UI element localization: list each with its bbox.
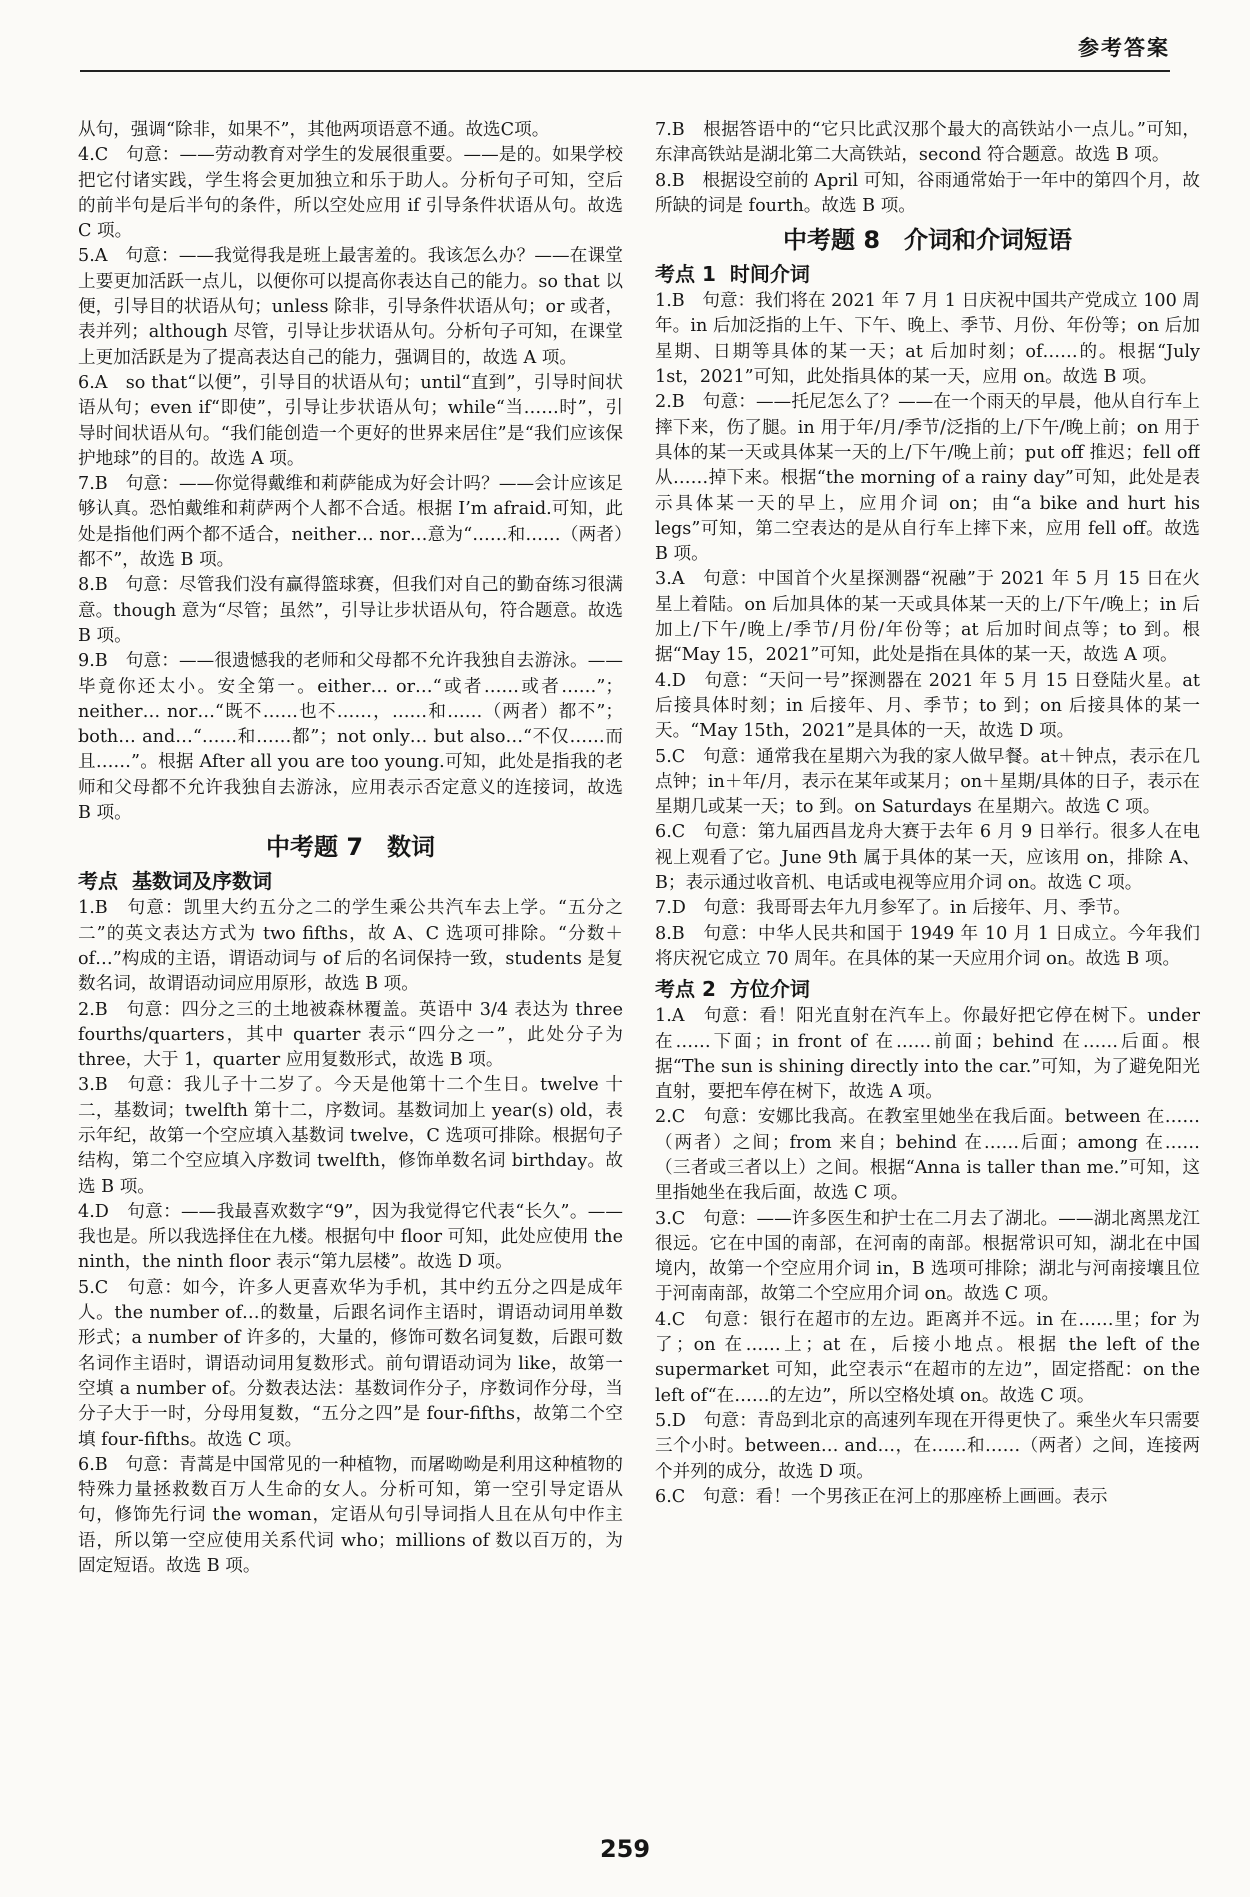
answer-number: 7.B (78, 474, 108, 495)
answer-explanation: so that“以便”，引导目的状语从句；until“直到”，引导时间状语从句；even if“即使”，引导让步状语从句；while“当……时”，引导时间状语从句。“我们能创造一个更好的世界来居住”是“我们应该保护地球”的目的。故选 A 项。 (78, 372, 623, 469)
answer-number: 2.C (655, 1107, 686, 1128)
answer-item (78, 649, 623, 826)
answer-explanation: 句意：四分之三的土地被森林覆盖。英语中 3/4 表达为 three fourths/quarters，其中 quarter 表示“四分之一”，此处分子为 three，大于 1，quarter 应用复数形式，故选 B 项。 (78, 999, 623, 1071)
answer-item (78, 244, 623, 370)
right-column (655, 118, 1200, 1803)
answer-item (655, 896, 1200, 921)
answer-number: 6.B (78, 1454, 108, 1475)
answer-explanation: 句意：——你觉得戴维和莉萨能成为好会计吗？——会计应该足够认真。恐怕戴维和莉萨两个人都不合适。根据 I’m afraid.可知，此处是指他们两个都不适合，neither… nor…意为“……和……（两者）都不”，故选 B 项。 (78, 474, 623, 571)
answer-item (655, 1409, 1200, 1485)
answer-explanation: 句意：——我最喜欢数字“9”，因为我觉得它代表“长久”。——我也是。所以我选择住在九楼。根据句中 floor 可知，此处应使用 the ninth，the ninth floor 表示“第九层楼”。故选 D 项。 (78, 1201, 623, 1273)
answer-item (655, 169, 1200, 220)
answer-explanation: 句意：我哥哥去年九月参军了。in 后接年、月、季节。 (703, 898, 1131, 919)
page-number: 259 (599, 1835, 651, 1863)
answer-explanation: 句意：尽管我们没有赢得篮球赛，但我们对自己的勤奋练习很满意。though 意为“尽管；虽然”，引导让步状语从句，符合题意。故选 B 项。 (78, 575, 623, 646)
answer-number: 4.D (78, 1201, 109, 1222)
answer-item (655, 567, 1200, 668)
answer-number: 8.B (78, 575, 108, 596)
topic-heading (78, 866, 623, 896)
answer-explanation: 句意：中华人民共和国于 1949 年 10 月 1 日成立。今年我们将庆祝它成立 70 周年。在具体的某一天应用介词 on。故选 B 项。 (655, 923, 1200, 969)
answer-number: 7.D (655, 898, 686, 919)
answer-number: 6.C (655, 1486, 686, 1507)
answer-item (655, 1004, 1200, 1105)
answer-item (655, 745, 1200, 821)
answer-number: 6.C (655, 822, 686, 843)
answer-item (655, 669, 1200, 745)
topic-label: 考点 1 (655, 262, 716, 287)
answer-explanation: 句意：——很遗憾我的老师和父母都不允许我独自去游泳。——毕竟你还太小。安全第一。either… or…“或者……或者……”；neither… nor…“既不……也不……，……和……（两者）都不”；both… and…“……和……都”；not only… but also…“不仅……而且……”。根据 After all you are too young.可知，此处是指我的老师和父母都不允许我独自去游泳，应用表示否定意义的连接词，故选 B 项。 (78, 651, 623, 824)
answer-explanation: 句意：——我觉得我是班上最害羞的。我该怎么办？——在课堂上要更加活跃一点儿，以便你可以提高你表达自己的能力。so that 以便，引导目的状语从句；unless 除非，引导条件状语从句；or 或者，表并列；although 尽管，引导让步状语从句。分析句子可知，在课堂上更加活跃是为了提高表达自己的能力，强调目的，故选 A 项。 (78, 246, 623, 368)
section-heading: 中考题 7 数词 (265, 833, 436, 862)
answer-item (655, 1485, 1200, 1510)
answer-explanation: 句意：——托尼怎么了？——在一个雨天的早晨，他从自行车上摔下来，伤了腿。in 用于年/月/季节/泛指的上/下午/晚上前；on 用于具体的某一天或具体某一天的上/下午/晚上前；put off 推迟；fell off 从……掉下来。根据“the morning of a rainy day”可知，此处是表示具体某一天的早上，应用介词 on；由“a bike and hurt his legs”可知，第二空表达的是从自行车上摔下来，应用 fell off。故选 B 项。 (655, 392, 1200, 565)
topic-title: 方位介词 (729, 977, 810, 1002)
answer-explanation: 句意：银行在超市的左边。距离并不远。in 在……里；for 为了；on 在……上；at 在，后接小地点。根据 the left of the supermarket 可知，此空表示“在超市的左边”，固定搭配：on the left of“在……的左边”，所以空格处填 on。故选 C 项。 (655, 1309, 1200, 1406)
answer-item (655, 289, 1200, 390)
answer-explanation: 根据答语中的“它只比武汉那个最大的高铁站小一点儿。”可知，东津高铁站是湖北第二大高铁站，second 符合题意。故选 B 项。 (655, 120, 1200, 166)
topic-label: 考点 2 (655, 977, 716, 1002)
answer-explanation: 句意：安娜比我高。在教室里她坐在我后面。between 在……（两者）之间；from 来自；behind 在……后面；among 在……（三者或三者以上）之间。根据“Anna is taller than me.”可知，这里指她坐在我后面，故选 C 项。 (655, 1107, 1200, 1204)
answer-item (655, 118, 1200, 169)
answer-item (655, 1207, 1200, 1308)
answer-number: 3.B (78, 1075, 108, 1096)
answer-item (655, 390, 1200, 567)
answer-number: 4.C (655, 1309, 686, 1330)
answer-number: 7.B (655, 120, 685, 140)
page-header (80, 10, 1170, 72)
answer-item (655, 1105, 1200, 1206)
answer-explanation: 句意：——劳动教育对学生的发展很重要。——是的。如果学校把它付诸实践，学生将会更加独立和乐于助人。分析句子可知，空后的前半句是后半句的条件，所以空处应用 if 引导条件状语从句。故选 C 项。 (78, 145, 623, 242)
answer-explanation: 根据设空前的 April 可知，谷雨通常始于一年中的第四个月，故所缺的词是 fourth。故选 B 项。 (655, 170, 1200, 216)
continued-paragraph: 从句，强调“除非，如果不”，其他两项语意不通。故选C项。 (78, 120, 550, 140)
answer-item (78, 143, 623, 244)
answer-item (78, 1453, 623, 1579)
answer-explanation: 句意：如今，许多人更喜欢华为手机，其中约五分之四是成年人。the number of…的数量，后跟名词作主语时，谓语动词用单数形式；a number of 许多的，大量的，修饰可数名词复数，后跟可数名词作主语时，谓语动词用复数形式。前句谓语动词为 like，故第一空填 a number of。分数表达法：基数词作分子，序数词作分母，当分子大于一时，分母用复数，“五分之四”是 four-fifths，故第二个空填 four-fifths。故选 C 项。 (78, 1277, 623, 1450)
answer-explanation: 句意：——许多医生和护士在二月去了湖北。——湖北离黑龙江很远。它在中国的南部，在河南的南部。根据常识可知，湖北在中国境内，故第一个空应用介词 in，B 选项可排除；湖北与河南接壤且位于河南南部，故第二个空应用介词 on。故选 C 项。 (655, 1208, 1200, 1305)
answer-item (655, 1308, 1200, 1409)
answer-explanation: 句意：我们将在 2021 年 7 月 1 日庆祝中国共产党成立 100 周年。in 后加泛指的上午、下午、晚上、季节、月份、年份等；on 后加星期、日期等具体的某一天；at 后加时刻；of……的。根据“July 1st，2021”可知，此处指具体的某一天，应用 on。故选 B 项。 (655, 291, 1200, 388)
answer-number: 3.C (655, 1208, 686, 1229)
answer-item (78, 896, 623, 997)
answer-number: 8.B (655, 923, 685, 944)
topic-label: 考点 (78, 869, 118, 894)
answer-item (78, 472, 623, 573)
answer-explanation: 句意：看！阳光直射在汽车上。你最好把它停在树下。under 在……下面；in front of 在……前面；behind 在……后面。根据“The sun is shining directly into the car.”可知，为了避免阳光直射，要把车停在树下，故选 A 项。 (655, 1006, 1200, 1103)
answer-item (655, 820, 1200, 896)
answer-number: 5.D (655, 1410, 686, 1431)
answer-explanation: 句意：第九届西昌龙舟大赛于去年 6 月 9 日举行。很多人在电视上观看了它。June 9th 属于具体的某一天，应该用 on，排除 A、B；表示通过收音机、电话或电视等应用介词 on。故选 C 项。 (655, 822, 1200, 894)
answer-explanation: 句意：青蒿是中国常见的一种植物，而屠呦呦是利用这种植物的特殊力量拯救数百万人生命的女人。分析可知，第一空引导定语从句，修饰先行词 the woman，定语从句引导词指人且在从句中作主语，所以第一空应使用关系代词 who；millions of 数以百万的，为固定短语。故选 B 项。 (78, 1454, 623, 1577)
answer-number: 8.B (655, 170, 685, 191)
answer-number: 1.B (78, 898, 108, 919)
answer-explanation: 句意：“天问一号”探测器在 2021 年 5 月 15 日登陆火星。at 后接具体时刻；in 后接年、月、季节；to 到；on 后接具体的某一天。“May 15th，2021”是具体的一天，故选 D 项。 (655, 670, 1200, 742)
answer-explanation: 句意：通常我在星期六为我的家人做早餐。at＋钟点，表示在几点钟；in＋年/月，表示在某年或某月；on＋星期/具体的日子，表示在星期几或某一天；to 到。on Saturdays 在星期六。故选 C 项。 (655, 746, 1200, 818)
answer-number: 4.C (78, 145, 109, 166)
answer-number: 1.A (655, 1006, 685, 1027)
answer-explanation: 句意：我儿子十二岁了。今天是他第十二个生日。twelve 十二，基数词；twelfth 第十二，序数词。基数词加上 year(s) old，表示年纪，故第一个空应填入基数词 twelve，C 选项可排除。根据句子结构，第二个空应填入序数词 twelfth，修饰单数名词 birthday。故选 B 项。 (78, 1075, 623, 1197)
topic-heading (655, 259, 1200, 289)
answer-number: 5.C (655, 746, 686, 767)
answer-explanation: 句意：凯里大约五分之二的学生乘公共汽车去上学。“五分之二”的英文表达方式为 two fifths，故 A、C 选项可排除。“分数＋of…”构成的主语，谓语动词与 of 后的名词保持一致，students 是复数名词，故谓语动词应用原形，故选 B 项。 (78, 898, 623, 995)
answer-explanation: 句意：青岛到北京的高速列车现在开得更快了。乘坐火车只需要三个小时。between… and…，在……和……（两者）之间，连接两个并列的成分，故选 D 项。 (655, 1410, 1200, 1482)
answer-number: 3.A (655, 569, 685, 590)
answer-item (78, 1200, 623, 1276)
answer-item (78, 998, 623, 1074)
answer-number: 5.A (78, 246, 108, 267)
answer-number: 1.B (655, 291, 685, 312)
answer-explanation: 句意：看！一个男孩正在河上的那座桥上画画。表示 (702, 1486, 1108, 1507)
section-heading: 中考题 8 介词和介词短语 (782, 226, 1073, 255)
header-title: 参考答案 (1078, 36, 1170, 60)
answer-number: 6.A (78, 372, 108, 393)
topic-title: 时间介词 (729, 262, 810, 287)
answer-item (78, 371, 623, 472)
answer-number: 2.B (78, 999, 108, 1020)
topic-title: 基数词及序数词 (132, 869, 272, 894)
answer-explanation: 句意：中国首个火星探测器“祝融”于 2021 年 5 月 15 日在火星上着陆。on 后加具体的某一天或具体某一天的上/下午/晚上；in 后加上/下午/晚上/季节/月份/年份等；at 后加时间点等；to 到。根据“May 15，2021”可知，此处是指在具体的某一天，故选 A 项。 (655, 569, 1200, 666)
topic-heading (655, 974, 1200, 1004)
left-column (78, 118, 623, 1803)
answer-item (78, 1073, 623, 1199)
answer-item (655, 922, 1200, 973)
answer-number: 2.B (655, 392, 685, 413)
answer-item (78, 573, 623, 649)
answer-item (78, 1276, 623, 1453)
answer-number: 9.B (78, 651, 108, 672)
answer-number: 4.D (655, 670, 686, 691)
answer-number: 5.C (78, 1277, 109, 1298)
